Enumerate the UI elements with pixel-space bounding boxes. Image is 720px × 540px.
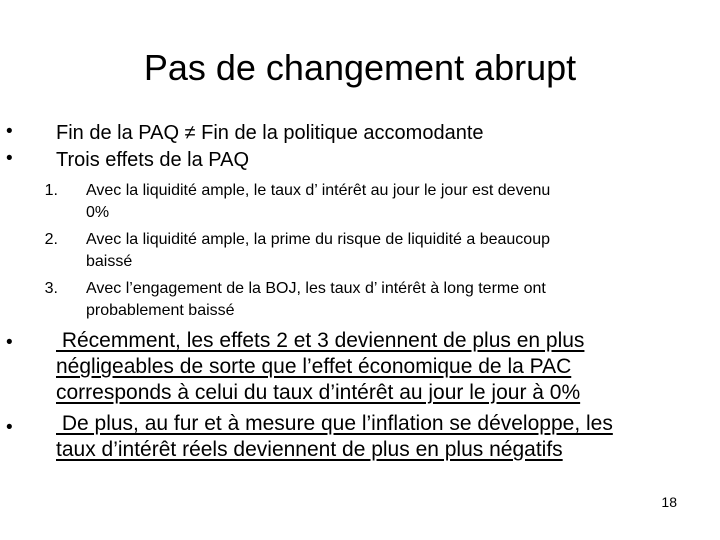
list-number-2: 2. bbox=[44, 231, 58, 248]
list-item-1-line-1: Avec la liquidité ample, le taux d’ intérêt au jour le jour est devenu bbox=[86, 182, 551, 199]
bullet-text-2: Trois effets de la PAQ bbox=[56, 149, 250, 171]
para-2-line-1: De plus, au fur et à mesure que l’inflation se développe, les bbox=[56, 412, 613, 435]
bullet-marker: • bbox=[6, 417, 13, 438]
page-number: 18 bbox=[661, 494, 677, 510]
para-2-line-2: taux d’intérêt réels deviennent de plus en plus négatifs bbox=[56, 438, 563, 461]
bullet-marker: • bbox=[6, 121, 13, 142]
para-1-line-3: corresponds à celui du taux d’intérêt au jour le jour à 0% bbox=[56, 381, 581, 404]
list-number-3: 3. bbox=[44, 280, 58, 297]
list-item-1-line-2: 0% bbox=[86, 204, 110, 221]
para-1-line-1: Récemment, les effets 2 et 3 deviennent de plus en plus bbox=[56, 329, 585, 352]
bullet-marker: • bbox=[6, 332, 13, 353]
list-item-2-line-2: baissé bbox=[86, 253, 133, 270]
bullet-marker: • bbox=[6, 148, 13, 169]
bullet-text-1: Fin de la PAQ ≠ Fin de la politique accomodante bbox=[56, 122, 484, 144]
list-item-2-line-1: Avec la liquidité ample, la prime du risque de liquidité a beaucoup bbox=[86, 231, 550, 248]
list-item-3-line-2: probablement baissé bbox=[86, 302, 235, 319]
slide-title: Pas de changement abrupt bbox=[143, 47, 577, 88]
list-number-1: 1. bbox=[44, 182, 58, 199]
list-item-3-line-1: Avec l’engagement de la BOJ, les taux d’ intérêt à long terme ont bbox=[86, 280, 546, 297]
para-1-line-2: négligeables de sorte que l’effet économique de la PAC bbox=[56, 355, 572, 378]
